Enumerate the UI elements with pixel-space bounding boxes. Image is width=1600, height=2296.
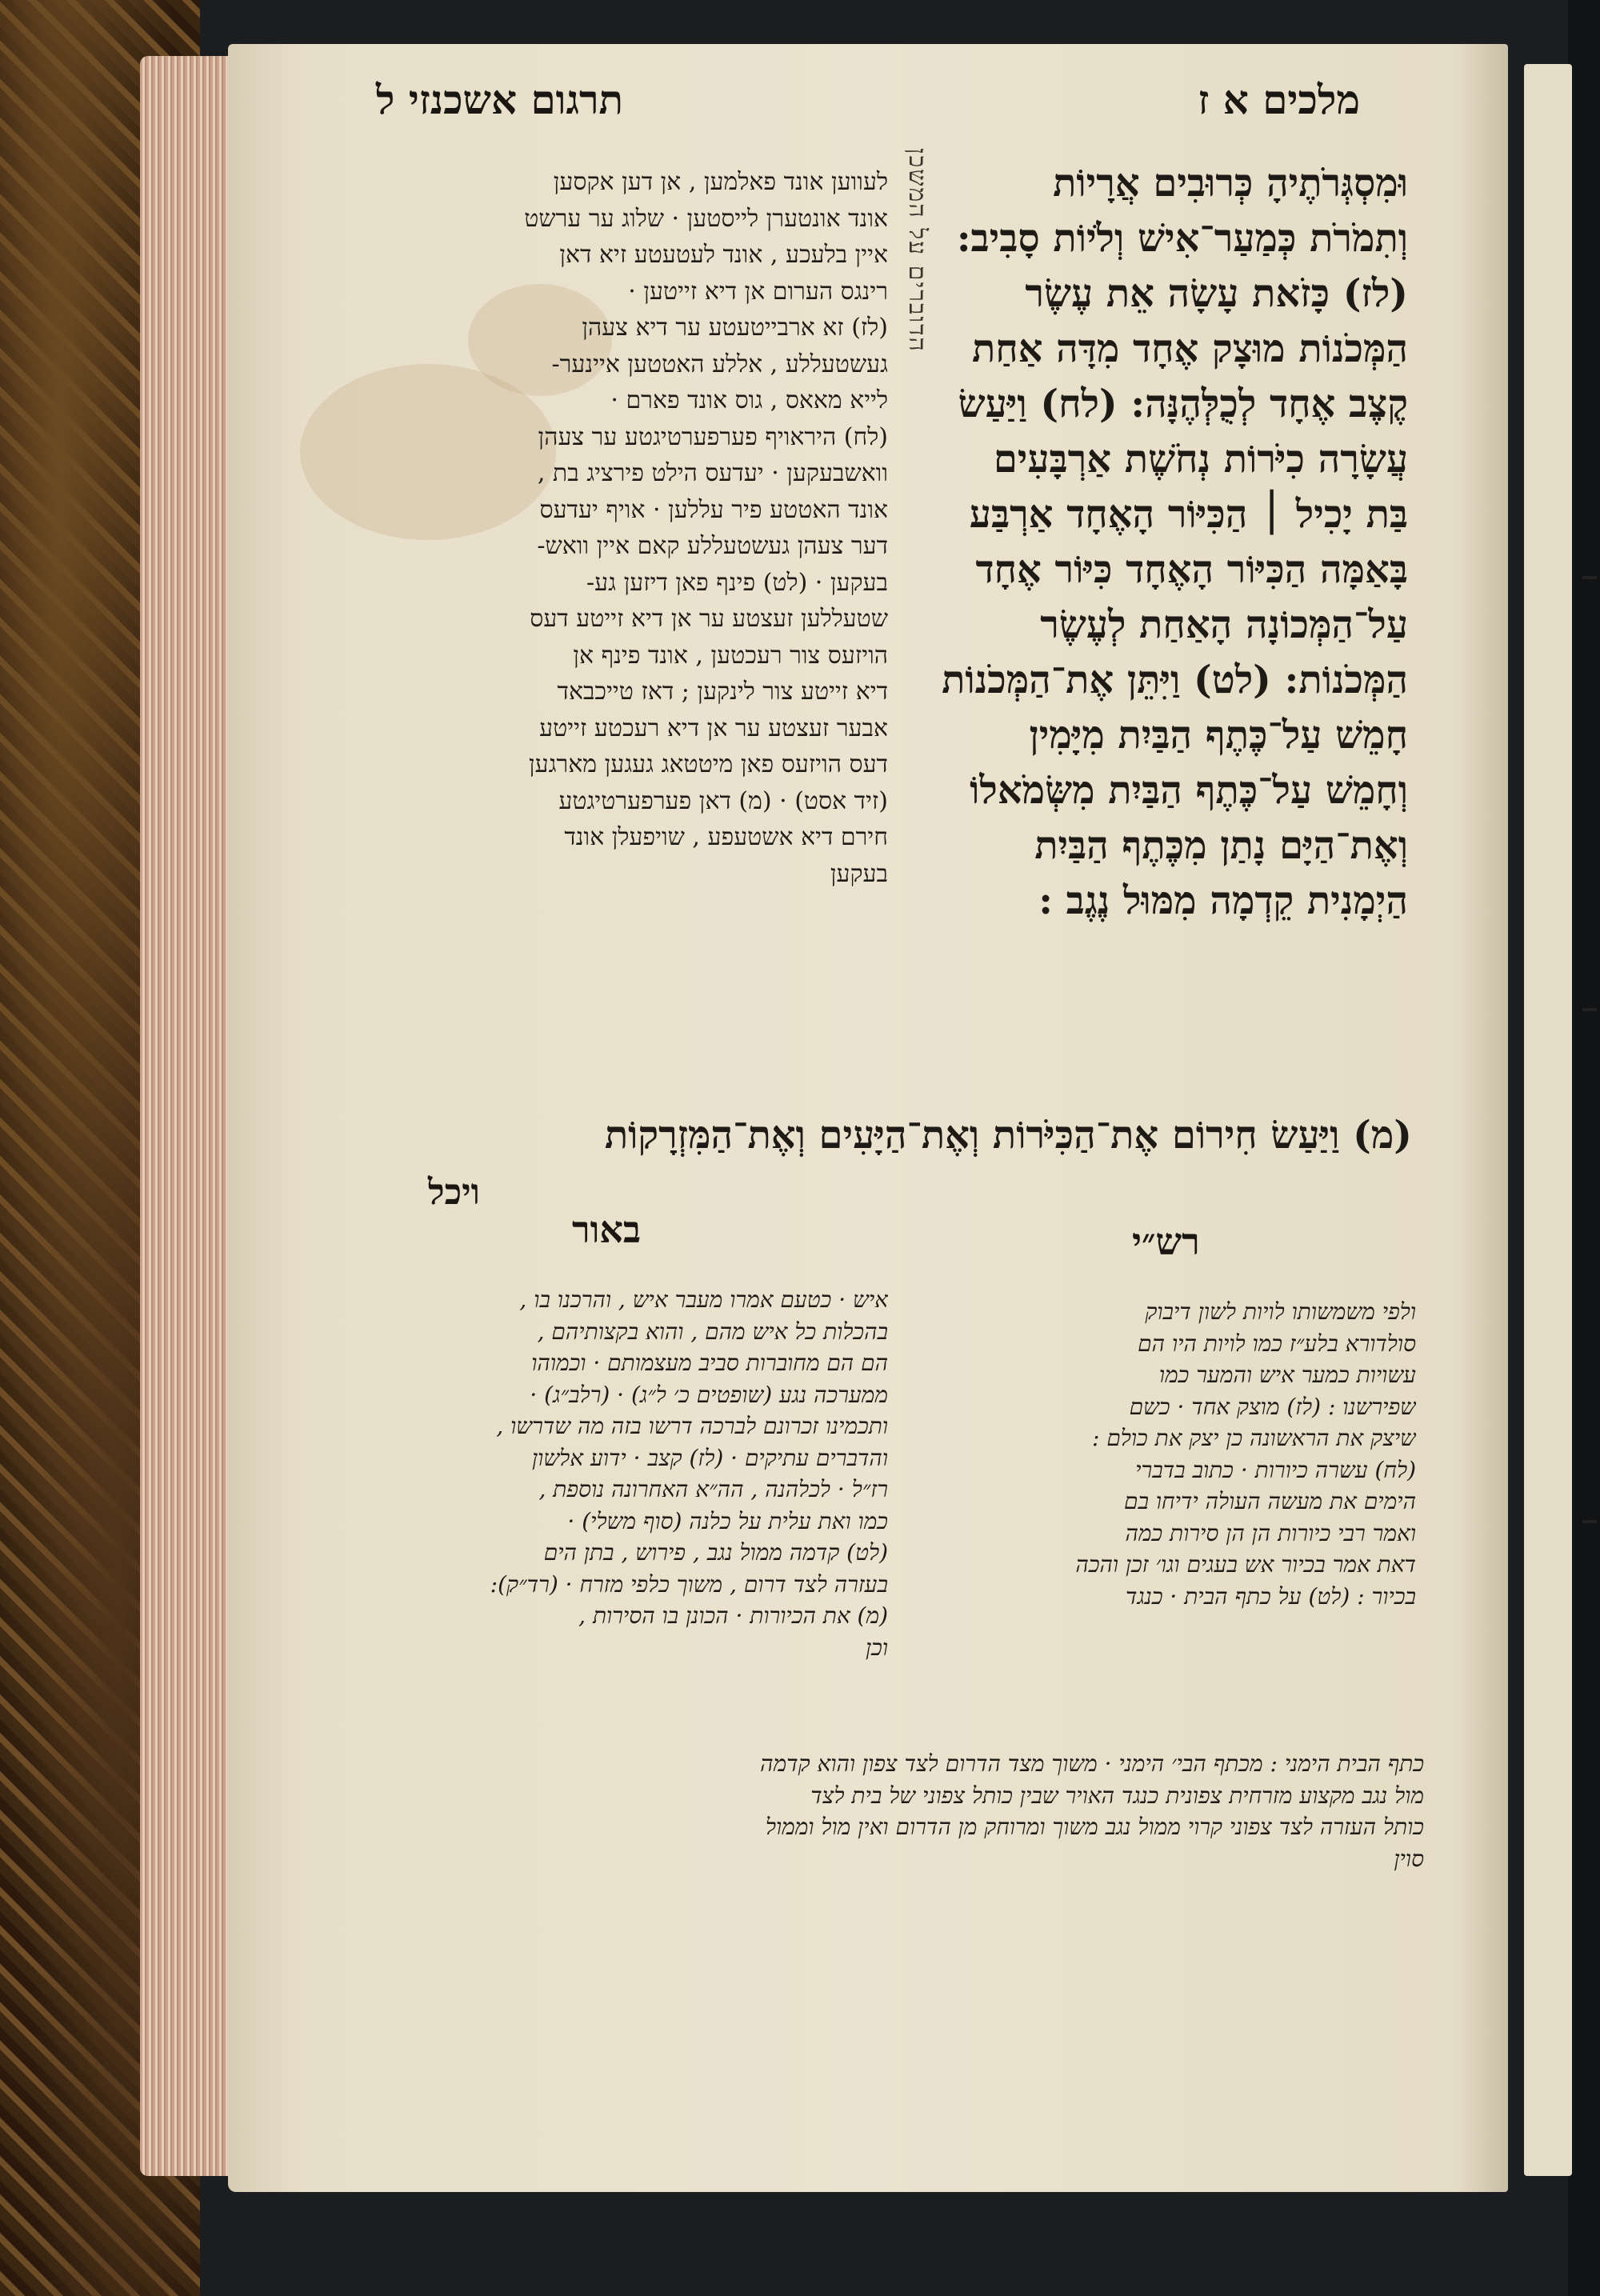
rashi-line: עשויות כמער איש והמער כמו bbox=[1158, 1362, 1416, 1388]
targum-line: איין בלעכע , אונד לעטעטע זיא דאן bbox=[559, 241, 888, 269]
main-text-line: הַמְּכֹנוֹת: (לט) וַיִּתֵּן אֶת־הַמְּכֹנוֹת bbox=[942, 658, 1408, 702]
targum-line: געשטעללע , אללע האטטען איינער- bbox=[551, 350, 888, 378]
biur-line: ותכמינו זכרונם לברכה דרשו בזה מה שדרשו , bbox=[496, 1413, 888, 1439]
targum-line: דעס הויזעס פאן מיטטאג געגען מארגען bbox=[529, 750, 888, 778]
biur-line: רז״ל · לכלהנה , הה״א האחרונה נוספת , bbox=[538, 1476, 888, 1502]
targum-line: לעווען אונד פאלמען , אן דען אקסען bbox=[553, 168, 888, 196]
running-header-book: מלכים א ז bbox=[1198, 76, 1360, 123]
rashi-title: רש״י bbox=[1132, 1220, 1200, 1263]
main-text-line: וְאֶת־הַיָּם נָתַן מִכֶּתֶף הַבַּיִת bbox=[1034, 823, 1408, 868]
rashi-line: שיצק את הראשונה כן יצק את כולם : bbox=[1091, 1425, 1416, 1451]
main-text-line: בָּאַמָּה הַכִּיּוֹר הָאֶחָד כִּיּוֹר אֶחָד bbox=[975, 547, 1408, 592]
running-header-targum: תרגום אשכנזי ל bbox=[376, 76, 624, 123]
rashi-column bbox=[908, 1296, 1416, 1612]
targum-line: אונד אונטערן לייסטען · שלוג ער ערשט bbox=[524, 204, 888, 233]
biur-line: הם הם מחוברות סביב מעצמותם · וכמוהו bbox=[531, 1350, 888, 1376]
biur-line: בעזרה לצד דרום , משוך כלפי מזרח · (רד״ק): bbox=[490, 1570, 888, 1598]
biur-line: איש · כטעם אמרו מעבר איש , והרכנו בו , bbox=[519, 1286, 888, 1313]
catchword: ויכל bbox=[428, 1172, 480, 1213]
targum-column bbox=[344, 164, 888, 892]
rashi-line: שפירשנו : (לז) מוצק אחד · כשם bbox=[1129, 1393, 1416, 1420]
targum-line: בעקען bbox=[830, 859, 888, 888]
targum-line: אונד האטטע פיר עללען · אויף יעדעס bbox=[539, 495, 888, 524]
main-text-column bbox=[928, 156, 1408, 929]
targum-line: חירם דיא אשטעפע , שויפעלן אונד bbox=[564, 823, 888, 851]
biur-line: וכן bbox=[866, 1634, 888, 1661]
main-text-line: וְחָמֵשׁ עַל־כֶּתֶף הַבַּיִת מִשְּׂמֹאלוֹ bbox=[970, 768, 1408, 813]
rashi-line: הימים את מעשה העולה ידיחו בם bbox=[1124, 1488, 1416, 1514]
targum-line: (לח) היראויף פערפערטיגטע ער צעהן bbox=[538, 422, 888, 451]
targum-line: דיא זייטע צור לינקען ; דאז טייכבאד bbox=[557, 678, 888, 706]
main-text-line: חָמֵשׁ עַל־כֶּתֶף הַבַּיִת מִיָּמִין bbox=[1029, 713, 1408, 758]
next-page-text-mark bbox=[1582, 1008, 1597, 1011]
targum-line: שטעללען זעצטע ער אן דיא זייטע דעס bbox=[530, 605, 888, 633]
targum-line: דער צעהן געשטעללע קאם איין וואש- bbox=[537, 532, 888, 560]
margin-note: הדוברים על המשכן bbox=[903, 148, 931, 353]
bottom-line: סוין bbox=[1394, 1845, 1424, 1872]
rashi-line: בכיור : (לט) על כתף הבית · כנגד bbox=[1126, 1582, 1416, 1610]
biur-column bbox=[320, 1284, 888, 1663]
targum-line: לייא מאאס , גוס אונד פארם · bbox=[610, 386, 888, 414]
main-text-line: הַיְמָנִית קֵדְמָה מִמּוּל נֶגֶב : bbox=[1038, 878, 1408, 923]
next-page-edge bbox=[1524, 64, 1572, 2176]
targum-line: אבער זעצטע ער אן דיא רעכטע זייטע bbox=[539, 714, 888, 742]
page-edges bbox=[140, 56, 232, 2176]
targum-line: וואשבעקען · יעדעס הילט פירציג בת , bbox=[537, 459, 888, 487]
book-cover-right bbox=[1568, 0, 1600, 2296]
continuation-line: (מ) וַיַּעַשׂ חִירוֹם אֶת־הַכִּיֹּרוֹת וְאֶת־הַיָּעִים וְאֶת־הַמִּזְרָקוֹת bbox=[604, 1113, 1412, 1158]
rashi-line: ואמר רבי כיורות הן הן סירות כמה bbox=[1125, 1519, 1416, 1546]
biur-line: (לט) קדמה ממול נגב , פירוש , בתן הים bbox=[543, 1539, 888, 1566]
biur-line: כמו ואת עלית על כלנה (סוף משלי) · bbox=[567, 1507, 888, 1534]
main-text-line: וּמִסְגְּרֹתֶיהָ כְּרוּבִים אֲרָיוֹת bbox=[1053, 161, 1408, 206]
main-text-line: עֲשָׂרָה כִיֹּרוֹת נְחֹשֶׁת אַרְבָּעִים bbox=[993, 437, 1408, 482]
targum-line: (לז) זא ארבייטעטע ער דיא צעהן bbox=[582, 314, 888, 342]
next-page-text-mark bbox=[1582, 1520, 1597, 1523]
targum-line: (זיד אסט) · (מ) דאן פערפערטיגטע bbox=[558, 786, 888, 815]
targum-line: רינגס הערום אן דיא זייטען · bbox=[628, 277, 888, 306]
targum-line: בעקען · (לט) פינף פאן דיזען גע- bbox=[586, 568, 888, 597]
main-text-line: עַל־הַמְּכוֹנָה הָאַחַת לְעֶשֶׂר bbox=[1040, 602, 1408, 647]
biur-line: והדברים עתיקים · (לז) קצב · ידוע אלשון bbox=[532, 1444, 888, 1471]
biur-line: (מ) את הכיורות · הכונן בו הסירות , bbox=[578, 1602, 888, 1629]
bottom-line: מול נגב מקצוע מזרחית צפונית כנגד האויר שבין כותל צפוני של בית לצד bbox=[810, 1782, 1424, 1809]
next-page-text-mark bbox=[1582, 576, 1597, 579]
main-text-line: בַּת יָכִיל ׀ הַכִּיּוֹר הָאֶחָד אַרְבַּע bbox=[969, 492, 1408, 537]
biur-title: באור bbox=[572, 1208, 642, 1251]
bottom-line: כותל העזרה לצד צפוני קרוי ממול נגב משוך ומרוחק מן הדרום ואין מול וממול bbox=[765, 1814, 1424, 1840]
bottom-line: כתף הבית הימני : מכתף הבי׳ הימני · משוך מצד הדרום לצד צפון והוא קדמה bbox=[760, 1750, 1424, 1777]
biur-line: בהכלות כל איש מהם , והוא בקצותיהם , bbox=[537, 1318, 888, 1345]
rashi-line: ולפי משמשותו לויות לשון דיבוק bbox=[1145, 1298, 1416, 1325]
targum-line: הויזעס צור רעכטען , אונד פינף אן bbox=[573, 641, 888, 670]
biur-line: ממערכה נגע (שופטים כ׳ ל״ג) · (רלב״ג) · bbox=[530, 1381, 888, 1408]
rashi-line: סולדורא בלע״ז כמו לויות היו הם bbox=[1138, 1330, 1416, 1357]
main-text-line: וְתִמֹרֹת כְּמַעַר־אִישׁ וְלֹיוֹת סָבִיב: bbox=[956, 216, 1408, 261]
main-text-line: קֶצֶב אֶחָד לְכֻלְּהֶנָּה: (לח) וַיַּעַשׂ bbox=[958, 382, 1408, 426]
bottom-commentary bbox=[320, 1748, 1424, 1874]
rashi-line: דאת אמר בכיור אש בעגים וגו׳ זכן והכה bbox=[1075, 1551, 1416, 1578]
main-text-line: (לז) כָּזֹאת עָשָׂה אֵת עֶשֶׂר bbox=[1025, 271, 1408, 316]
rashi-line: (לח) עשרה כיורות · כתוב בדברי bbox=[1135, 1456, 1416, 1483]
main-text-line: הַמְּכֹנוֹת מוּצָק אֶחָד מִדָּה אַחַת bbox=[971, 326, 1408, 371]
